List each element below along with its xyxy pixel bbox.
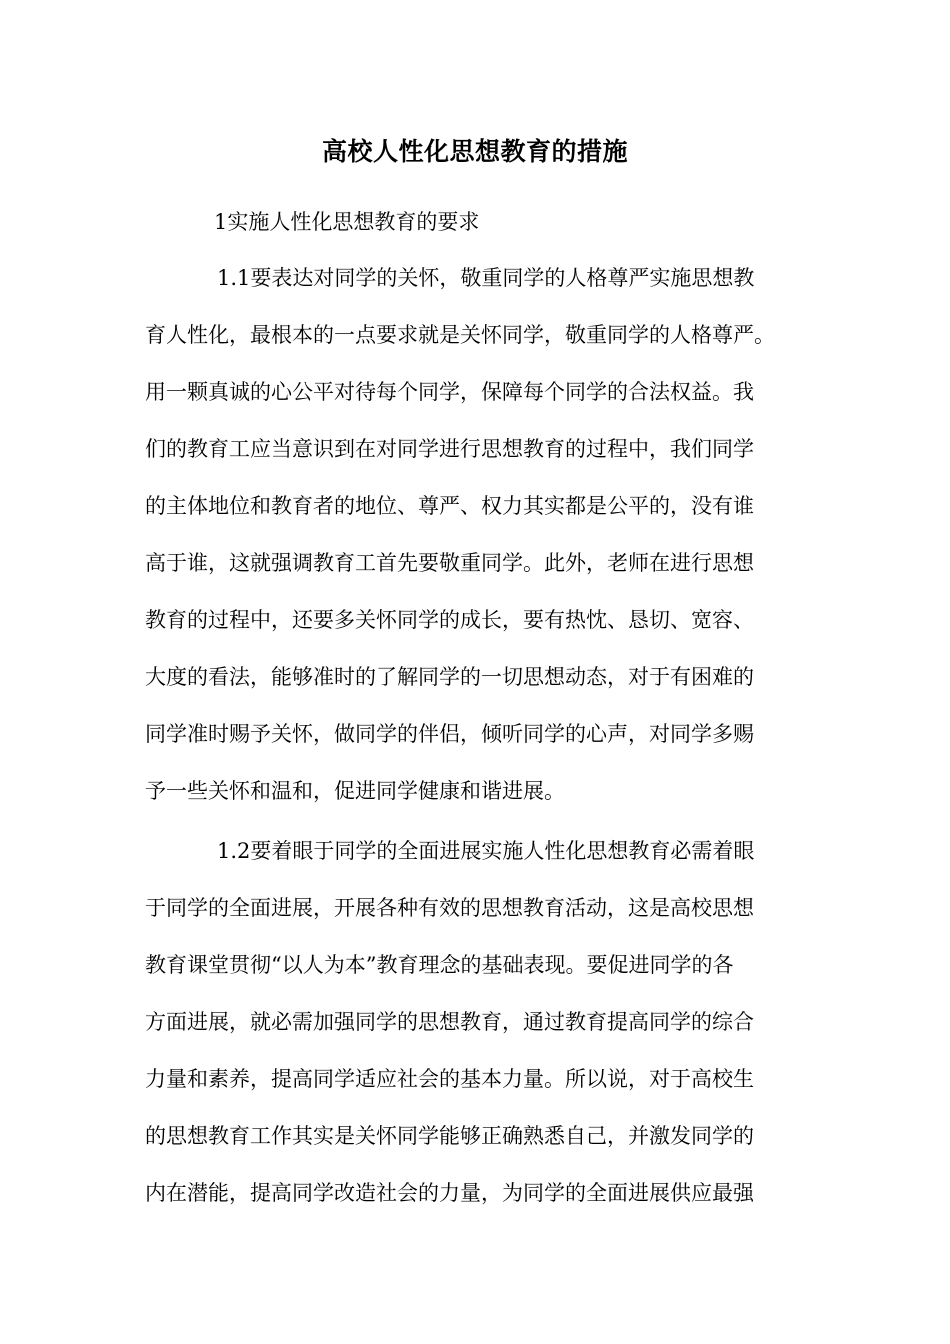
paragraph-line: 同学准时赐予关怀，做同学的伴侣，倾听同学的心声，对同学多赐 bbox=[145, 722, 754, 746]
paragraph-line: 的主体地位和教育者的地位、尊严、权力其实都是公平的，没有谁 bbox=[145, 494, 754, 518]
document-title: 高校人性化思想教育的措施 bbox=[321, 137, 628, 166]
paragraph-line: 的思想教育工作其实是关怀同学能够正确熟悉自己，并激发同学的 bbox=[145, 1124, 754, 1148]
paragraph-line: 内在潜能，提高同学改造社会的力量，为同学的全面进展供应最强 bbox=[145, 1181, 754, 1205]
paragraph-line: 力量和素养，提高同学适应社会的基本力量。所以说，对于高校生 bbox=[145, 1067, 754, 1091]
paragraph-line: 于同学的全面进展，开展各种有效的思想教育活动，这是高校思想 bbox=[145, 896, 754, 920]
paragraph-line: 用一颗真诚的心公平对待每个同学，保障每个同学的合法权益。我 bbox=[145, 380, 754, 404]
paragraph-line: 方面进展，就必需加强同学的思想教育，通过教育提高同学的综合 bbox=[145, 1010, 754, 1034]
paragraph-2 bbox=[145, 823, 813, 1222]
paragraph-line: 1.2要着眼于同学的全面进展实施人性化思想教育必需着眼 bbox=[217, 839, 755, 863]
section-heading: 1实施人性化思想教育的要求 bbox=[214, 210, 480, 234]
paragraph-line: 们的教育工应当意识到在对同学进行思想教育的过程中，我们同学 bbox=[145, 437, 754, 461]
paragraph-line: 教育课堂贯彻“以人为本”教育理念的基础表现。要促进同学的各 bbox=[145, 953, 734, 977]
paragraph-line: 育人性化，最根本的一点要求就是关怀同学，敬重同学的人格尊严。 bbox=[145, 323, 775, 347]
paragraph-line: 予一些关怀和温和，促进同学健康和谐进展。 bbox=[145, 779, 565, 803]
paragraph-line: 高于谁，这就强调教育工首先要敬重同学。此外，老师在进行思想 bbox=[145, 551, 754, 575]
paragraph-line: 大度的看法，能够准时的了解同学的一切思想动态，对于有困难的 bbox=[145, 665, 754, 689]
paragraph-line: 1.1要表达对同学的关怀，敬重同学的人格尊严实施思想教 bbox=[217, 266, 755, 290]
paragraph-1 bbox=[145, 250, 813, 820]
paragraph-line: 教育的过程中，还要多关怀同学的成长，要有热忱、恳切、宽容、 bbox=[145, 608, 754, 632]
